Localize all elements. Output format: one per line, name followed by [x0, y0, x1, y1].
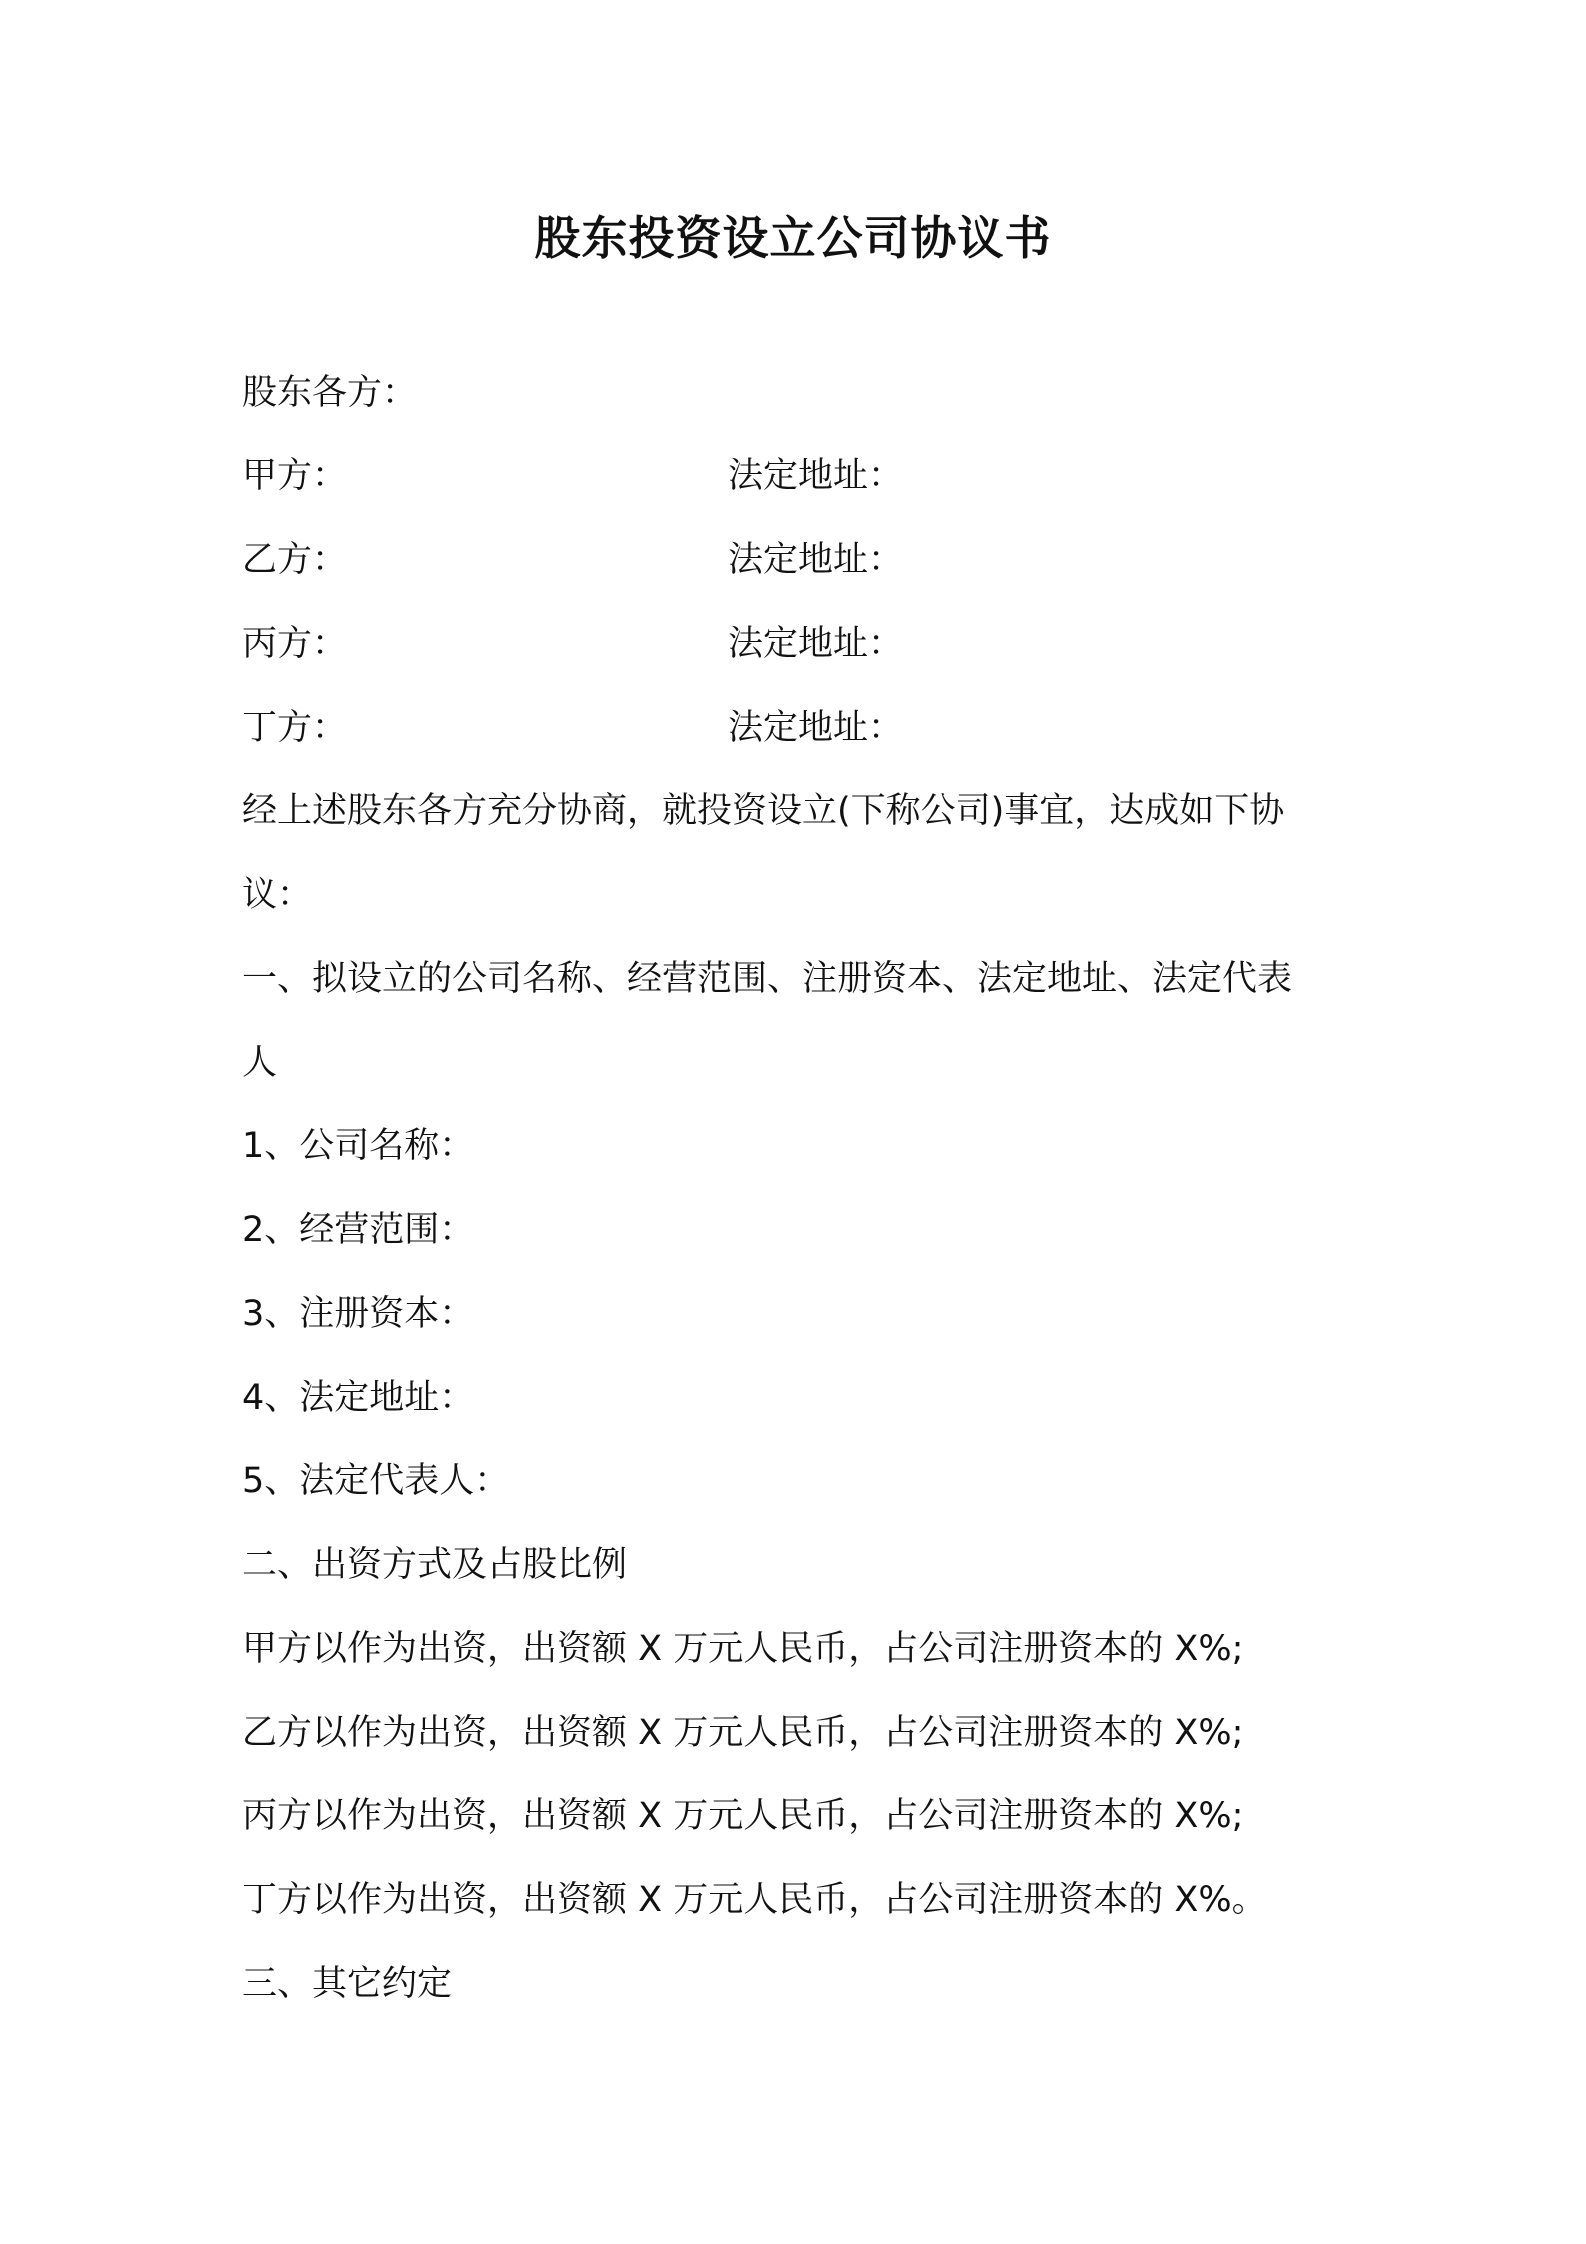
section-1-heading-line-2: 人 [242, 1043, 278, 1083]
item-business-scope: 2、经营范围： [242, 1210, 475, 1250]
intro-paragraph-line-2: 议： [242, 875, 313, 915]
party-a-label: 甲方： [242, 456, 348, 496]
intro-paragraph-line-1: 经上述股东各方充分协商，就投资设立(下称公司)事宜，达成如下协 [242, 791, 1285, 831]
party-d-label: 丁方： [242, 708, 348, 748]
section-2-heading: 二、出资方式及占股比例 [242, 1545, 628, 1585]
contribution-party-b: 乙方以作为出资，出资额 X 万元人民币，占公司注册资本的 X%; [242, 1713, 1244, 1753]
party-c-address-label: 法定地址： [728, 624, 904, 664]
item-legal-representative: 5、法定代表人： [242, 1461, 510, 1501]
contribution-party-c: 丙方以作为出资，出资额 X 万元人民币，占公司注册资本的 X%; [242, 1796, 1244, 1836]
section-1-heading-line-1: 一、拟设立的公司名称、经营范围、注册资本、法定地址、法定代表 [242, 959, 1293, 999]
party-c-label: 丙方： [242, 624, 348, 664]
party-a-address-label: 法定地址： [728, 456, 904, 496]
party-b-label: 乙方： [242, 540, 348, 580]
shareholders-label: 股东各方： [242, 373, 418, 413]
contribution-party-a: 甲方以作为出资，出资额 X 万元人民币，占公司注册资本的 X%; [242, 1629, 1244, 1669]
item-company-name: 1、公司名称： [242, 1126, 475, 1166]
item-registered-capital: 3、注册资本： [242, 1294, 475, 1334]
contribution-party-d: 丁方以作为出资，出资额 X 万元人民币，占公司注册资本的 X%。 [242, 1880, 1267, 1920]
item-legal-address: 4、法定地址： [242, 1378, 475, 1418]
party-d-address-label: 法定地址： [728, 708, 904, 748]
party-b-address-label: 法定地址： [728, 540, 904, 580]
section-3-heading: 三、其它约定 [242, 1964, 453, 2004]
document-title: 股东投资设立公司协议书 [534, 211, 1052, 265]
